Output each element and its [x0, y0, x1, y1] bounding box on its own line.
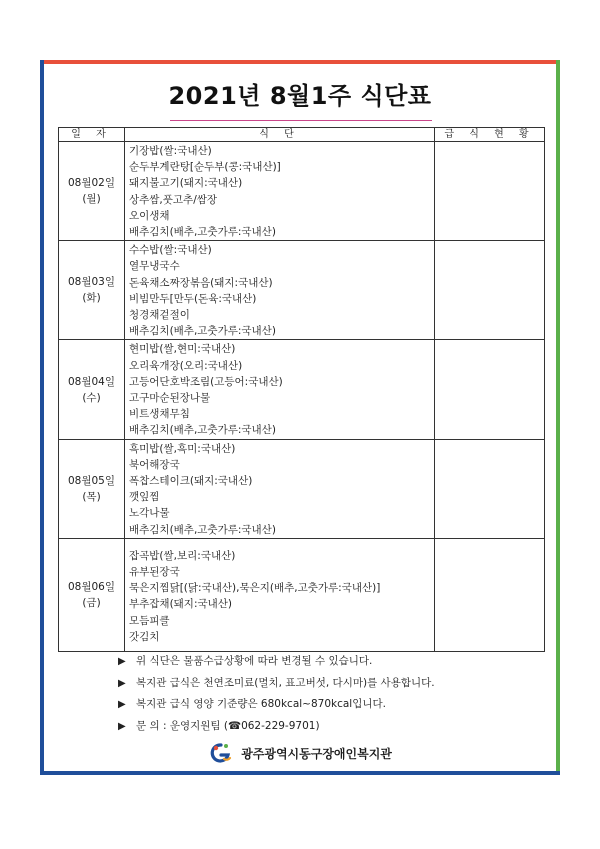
header-day: 일 자 — [59, 128, 125, 142]
title-underline — [170, 120, 432, 121]
day-date: 08월02일 — [67, 177, 115, 190]
dish-item: 폭찹스테이크(돼지:국내산) — [129, 475, 253, 488]
page-border-top — [40, 60, 560, 64]
bullet-icon: ▶ — [118, 677, 126, 689]
day-cell — [59, 340, 125, 439]
dish-item: 묵은지찜닭[(닭:국내산),묵은지(배추,고춧가루:국내산)] — [129, 582, 381, 595]
dish-item: 갓김치 — [129, 630, 160, 643]
table-row — [59, 439, 545, 538]
menu-cell — [125, 340, 435, 439]
dish-item: 기장밥(쌀:국내산) — [129, 145, 212, 157]
day-cell — [59, 439, 125, 538]
dish-item: 배추김치(배추,고춧가루:국내산) — [129, 226, 276, 239]
dish-item: 현미밥(쌀,현미:국내산) — [129, 343, 236, 356]
page-border-left — [40, 60, 44, 775]
dish-item: 배추김치(배추,고춧가루:국내산) — [129, 523, 276, 536]
note-item: ▶ 위 식단은 물품수급상황에 따라 변경될 수 있습니다. — [118, 651, 538, 673]
note-item: ▶ 문 의 : 운영지원팀 (☎062-229-9701) — [118, 716, 538, 738]
dish-item: 돈육채소짜장볶음(돼지:국내산) — [129, 276, 273, 289]
menu-cell — [125, 538, 435, 651]
dish-item: 열무냉국수 — [129, 260, 180, 273]
dish-item: 부추잡채(돼지:국내산) — [129, 598, 233, 611]
status-cell — [435, 142, 545, 241]
dish-item: 오이생채 — [129, 209, 170, 222]
day-weekday: (금) — [82, 596, 101, 609]
day-date: 08월03일 — [67, 276, 115, 289]
day-cell — [59, 538, 125, 651]
bullet-icon: ▶ — [118, 656, 126, 667]
day-weekday: (월) — [82, 193, 101, 206]
table-header-row — [59, 128, 545, 142]
day-date: 08월05일 — [67, 474, 115, 487]
dish-item: 순두부계란탕[순두부(콩:국내산)] — [129, 161, 281, 174]
status-cell — [435, 340, 545, 439]
table-row — [59, 340, 545, 439]
dish-item: 상추쌈,풋고추/쌈장 — [129, 193, 218, 206]
dish-item: 배추김치(배추,고춧가루:국내산) — [129, 424, 276, 437]
note-item: ▶ 복지관 급식은 천연조미료(멸치, 표고버섯, 다시마)를 사용합니다. — [118, 673, 538, 695]
bullet-icon: ▶ — [118, 699, 126, 710]
organization-name: 광주광역시동구장애인복지관 — [241, 746, 392, 761]
table-row — [59, 538, 545, 651]
dish-item: 고등어단호박조림(고등어:국내산) — [129, 375, 283, 388]
menu-table — [58, 127, 545, 652]
day-cell — [59, 241, 125, 340]
dish-item: 모듬피클 — [129, 614, 170, 627]
day-date: 08월04일 — [67, 375, 115, 388]
footer — [0, 742, 600, 764]
status-cell — [435, 439, 545, 538]
menu-cell — [125, 142, 435, 241]
dish-item: 수수밥(쌀:국내산) — [129, 244, 212, 257]
header-menu: 식 단 — [125, 128, 435, 142]
dish-item: 비트생채무침 — [129, 408, 190, 421]
day-cell — [59, 142, 125, 241]
page-border-bottom — [40, 771, 560, 775]
page-border-right — [556, 60, 560, 775]
dish-item: 배추김치(배추,고춧가루:국내산) — [129, 325, 276, 338]
notes — [118, 651, 538, 737]
dish-item: 흑미밥(쌀,흑미:국내산) — [129, 442, 236, 455]
menu-cell — [125, 439, 435, 538]
dish-item: 깻잎찜 — [129, 491, 160, 504]
menu-cell — [125, 241, 435, 340]
dish-item: 노각나물 — [129, 507, 170, 520]
dish-item: 청경채겉절이 — [129, 309, 190, 322]
dish-item: 고구마순된장나물 — [129, 392, 211, 405]
status-cell — [435, 241, 545, 340]
dish-item: 유부된장국 — [129, 566, 180, 579]
status-cell — [435, 538, 545, 651]
table-row — [59, 142, 545, 241]
dish-item: 비빔만두[만두(돈육:국내산) — [129, 292, 257, 305]
day-weekday: (화) — [82, 292, 101, 305]
organization-logo-icon — [208, 742, 232, 764]
dish-item: 북어해장국 — [129, 458, 180, 471]
table-row — [59, 241, 545, 340]
dish-item: 잡곡밥(쌀,보리:국내산) — [129, 549, 236, 562]
bullet-icon: ▶ — [118, 720, 126, 732]
page-title: 2021년 8월1주 식단표 — [168, 82, 432, 110]
dish-item: 오리육개장(오리:국내산) — [129, 359, 243, 372]
note-item: ▶ 복지관 급식 영양 기준량은 680kcal~870kcal입니다. — [118, 694, 538, 716]
dish-item: 돼지불고기(돼지:국내산) — [129, 177, 243, 190]
header-status: 급 식 현 황 — [435, 128, 545, 142]
day-weekday: (수) — [82, 391, 101, 404]
day-date: 08월06일 — [67, 580, 115, 593]
day-weekday: (목) — [82, 490, 101, 503]
